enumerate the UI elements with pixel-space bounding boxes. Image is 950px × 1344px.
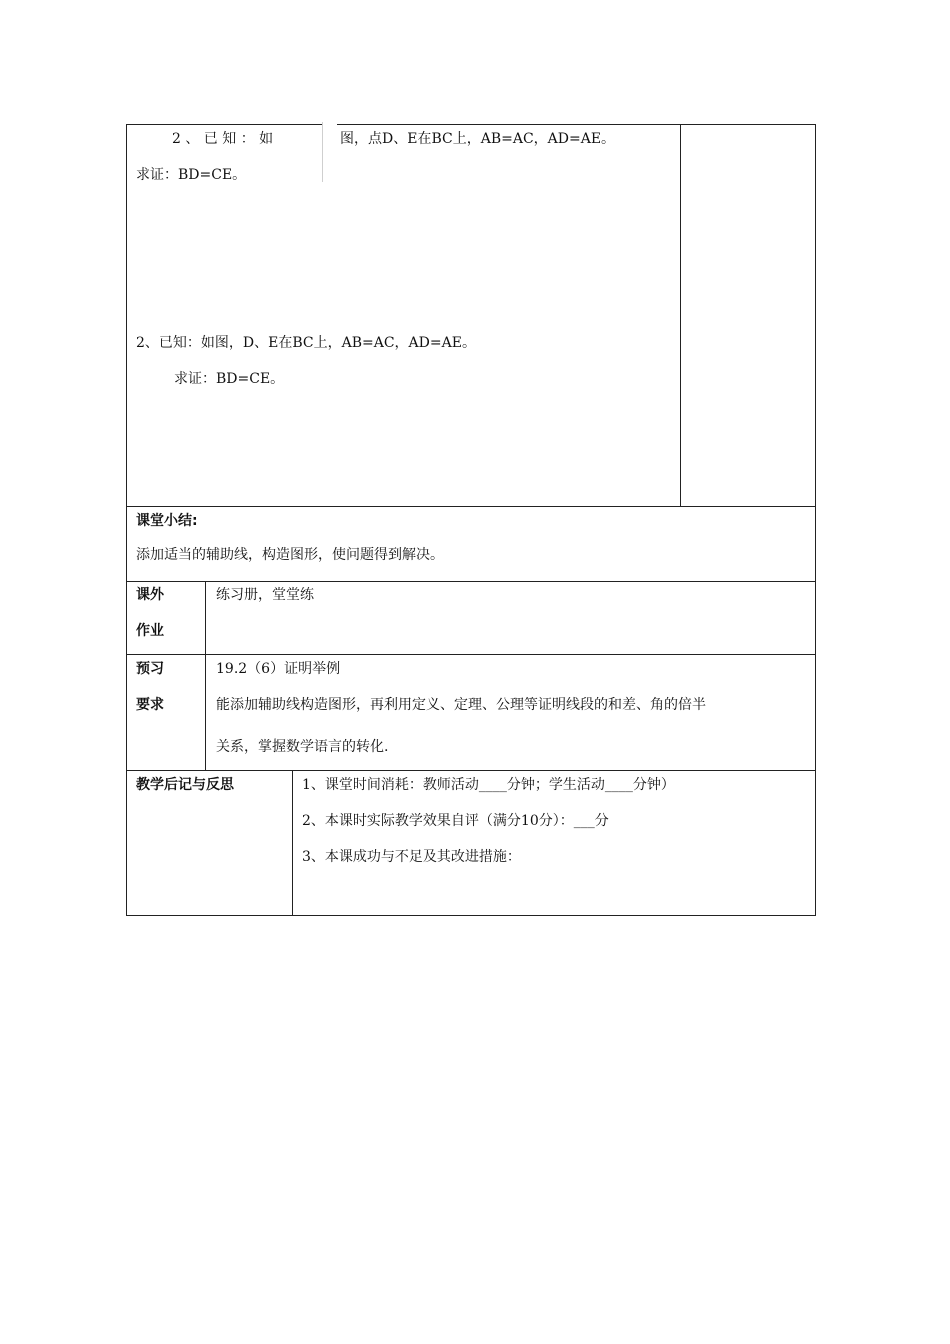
preview-text-line1: 能添加辅助线构造图形，再利用定义、定理、公理等证明线段的和差、角的倍半 [216,697,706,713]
label-column-divider [205,581,206,770]
reflection-item-3: 3、本课成功与不足及其改进措施： [302,849,521,865]
reflection-column-divider [292,770,293,916]
table-left-border [126,124,127,916]
homework-label-line1: 课外 [136,587,164,603]
row-divider-preview [126,654,816,655]
table-right-border [815,124,816,916]
preview-title: 19.2（6）证明举例 [216,661,341,677]
preview-label-line2: 要求 [136,697,164,713]
homework-label-line2: 作业 [136,623,164,639]
question-1-given-part1: 2 、 已 知 ： 如 [172,131,274,147]
summary-heading: 课堂小结: [136,513,198,529]
question-2-prove: 求证：BD=CE。 [174,371,285,387]
problem-column-divider [680,124,681,506]
summary-text: 添加适当的辅助线，构造图形，使问题得到解决。 [136,547,444,563]
question-2-given: 2、已知：如图，D、E在BC上，AB=AC，AD=AE。 [136,335,476,351]
table-top-border [126,124,816,125]
reflection-label: 教学后记与反思 [136,777,234,793]
reflection-item-2: 2、本课时实际教学效果自评（满分10分）：___分 [302,813,609,829]
figure-placeholder-gap [322,122,337,182]
preview-label-line1: 预习 [136,661,164,677]
row-divider-summary [126,506,816,507]
question-1-prove: 求证：BD=CE。 [136,167,247,183]
row-divider-reflection [126,770,816,771]
question-1-given-part2: 图，点D、E在BC上，AB=AC，AD=AE。 [340,131,616,147]
preview-text-line2: 关系，掌握数学语言的转化. [216,739,389,755]
homework-text: 练习册，堂堂练 [216,587,314,603]
reflection-item-1: 1、课堂时间消耗：教师活动____分钟；学生活动____分钟） [302,777,675,793]
row-divider-homework [126,581,816,582]
table-bottom-border [126,915,816,916]
